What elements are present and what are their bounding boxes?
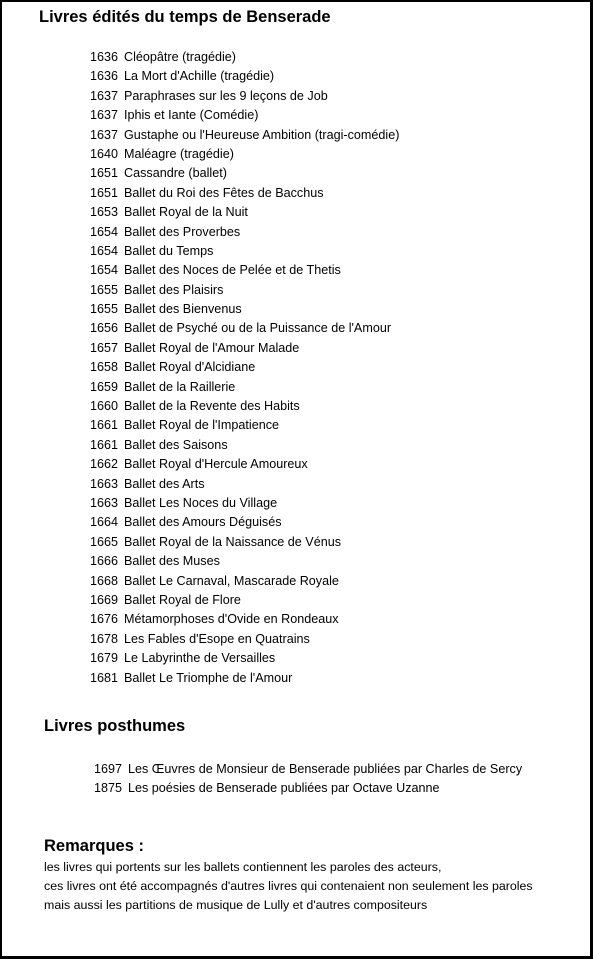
book-title: Iphis et Iante (Comédie): [124, 108, 259, 123]
book-entry: [90, 416, 399, 435]
book-title: La Mort d'Achille (tragédie): [124, 69, 275, 84]
book-title: Ballet Les Noces du Village: [124, 495, 278, 510]
book-year: 1663: [90, 495, 119, 510]
book-entry: [90, 87, 399, 106]
book-year: 1662: [90, 457, 119, 472]
book-title: Ballet des Muses: [124, 554, 220, 569]
book-year: 1636: [90, 50, 119, 64]
book-entry: [90, 48, 399, 67]
book-entry: [90, 281, 399, 300]
remark-line: ces livres ont été accompagnés d'autres livres qui contenaient non seulement les paroles: [44, 879, 533, 893]
book-year: 1654: [90, 224, 119, 239]
book-year: 1640: [90, 146, 119, 161]
book-year: 1659: [90, 379, 119, 394]
book-title: Ballet des Plaisirs: [124, 282, 224, 297]
book-title: Ballet de la Revente des Habits: [124, 399, 300, 414]
book-title: Ballet Le Triomphe de l'Amour: [124, 670, 293, 685]
book-entry: [90, 610, 399, 629]
book-entry: [90, 552, 399, 571]
book-year: 1875: [94, 781, 123, 796]
book-entry: [90, 455, 399, 474]
book-year: 1637: [90, 88, 119, 103]
book-year: 1651: [90, 166, 119, 181]
book-year: 1654: [90, 263, 119, 278]
remark-line: mais aussi les partitions de musique de Lully et d'autres compositeurs: [44, 898, 428, 912]
book-entry: [90, 126, 399, 145]
book-entry: [90, 203, 399, 222]
book-year: 1678: [90, 631, 119, 646]
book-title: Ballet Royal de l'Amour Malade: [124, 340, 300, 355]
book-title: Ballet Royal de Flore: [124, 592, 241, 607]
book-title: Ballet des Amours Déguisés: [124, 515, 282, 530]
book-year: 1665: [90, 534, 119, 549]
book-title: Ballet des Proverbes: [124, 224, 241, 239]
book-year: 1637: [90, 108, 119, 123]
book-year: 1664: [90, 515, 119, 530]
book-title: Métamorphoses d'Ovide en Rondeaux: [124, 612, 339, 627]
book-entry: [90, 145, 399, 164]
posthumous-book-entry: [94, 779, 522, 798]
books-list: [90, 48, 399, 688]
book-title: Ballet du Temps: [124, 243, 214, 258]
book-title: Le Labyrinthe de Versailles: [124, 651, 276, 666]
book-title: Gustaphe ou l'Heureuse Ambition (tragi-comédie): [124, 127, 400, 142]
book-year: 1663: [90, 476, 119, 491]
book-year: 1679: [90, 651, 119, 666]
book-year: 1658: [90, 360, 119, 375]
book-year: 1651: [90, 185, 119, 200]
posthumous-book-entry: [94, 760, 522, 779]
book-title: Ballet Royal d'Hercule Amoureux: [124, 457, 308, 472]
book-title: Les poésies de Benserade publiées par Octave Uzanne: [128, 781, 440, 796]
book-entry: [90, 319, 399, 338]
book-entry: [90, 494, 399, 513]
book-title: Ballet de Psyché ou de la Puissance de l'Amour: [124, 321, 392, 336]
book-title: Ballet Royal de l'Impatience: [124, 418, 280, 433]
book-year: 1681: [90, 670, 119, 685]
book-entry: [90, 223, 399, 242]
posthumous-books-list: [94, 760, 522, 799]
book-title: Maléagre (tragédie): [124, 146, 234, 161]
book-title: Les Œuvres de Monsieur de Benserade publiées par Charles de Sercy: [128, 762, 523, 776]
book-title: Cléopâtre (tragédie): [124, 50, 237, 64]
book-title: Paraphrases sur les 9 leçons de Job: [124, 88, 328, 103]
book-title: Ballet Royal de la Naissance de Vénus: [124, 534, 342, 549]
book-entry: [90, 300, 399, 319]
book-title: Cassandre (ballet): [124, 166, 227, 181]
book-entry: [90, 591, 399, 610]
heading-remarks: Remarques :: [44, 837, 144, 855]
remark-line: les livres qui portents sur les ballets contiennent les paroles des acteurs,: [44, 860, 442, 874]
book-title: Ballet des Noces de Pelée et de Thetis: [124, 263, 341, 278]
book-entry: [90, 572, 399, 591]
book-title: Ballet de la Raillerie: [124, 379, 236, 394]
book-year: 1637: [90, 127, 119, 142]
book-entry: [90, 630, 399, 649]
book-year: 1661: [90, 437, 119, 452]
book-year: 1655: [90, 302, 119, 317]
book-title: Ballet des Bienvenus: [124, 302, 242, 317]
book-entry: [90, 106, 399, 125]
book-entry: [90, 261, 399, 280]
book-entry: [90, 164, 399, 183]
book-entry: [90, 513, 399, 532]
book-year: 1660: [90, 399, 119, 414]
book-title: Ballet Royal de la Nuit: [124, 205, 248, 220]
book-year: 1653: [90, 205, 119, 220]
book-year: 1666: [90, 554, 119, 569]
book-title: Ballet Le Carnaval, Mascarade Royale: [124, 573, 339, 588]
book-entry: [90, 397, 399, 416]
book-entry: [90, 436, 399, 455]
book-year: 1676: [90, 612, 119, 627]
book-title: Ballet des Arts: [124, 476, 205, 491]
book-year: 1657: [90, 340, 119, 355]
book-year: 1655: [90, 282, 119, 297]
book-title: Ballet Royal d'Alcidiane: [124, 360, 256, 375]
heading-posthumous-books: Livres posthumes: [44, 717, 186, 735]
book-title: Ballet du Roi des Fêtes de Bacchus: [124, 185, 324, 200]
book-year: 1661: [90, 418, 119, 433]
heading-books-of-the-time: Livres édités du temps de Benserade: [39, 8, 331, 26]
book-entry: [90, 378, 399, 397]
book-year: 1656: [90, 321, 119, 336]
book-entry: [90, 242, 399, 261]
book-title: Les Fables d'Esope en Quatrains: [124, 631, 310, 646]
book-entry: [90, 67, 399, 86]
book-entry: [90, 358, 399, 377]
remarks-text: [44, 858, 533, 915]
book-entry: [90, 669, 399, 688]
book-year: 1669: [90, 592, 119, 607]
book-title: Ballet des Saisons: [124, 437, 228, 452]
book-entry: [90, 184, 399, 203]
book-year: 1654: [90, 243, 119, 258]
book-entry: [90, 533, 399, 552]
book-year: 1697: [94, 762, 123, 776]
book-entry: [90, 475, 399, 494]
book-entry: [90, 339, 399, 358]
book-entry: [90, 649, 399, 668]
book-year: 1668: [90, 573, 119, 588]
book-year: 1636: [90, 69, 119, 84]
